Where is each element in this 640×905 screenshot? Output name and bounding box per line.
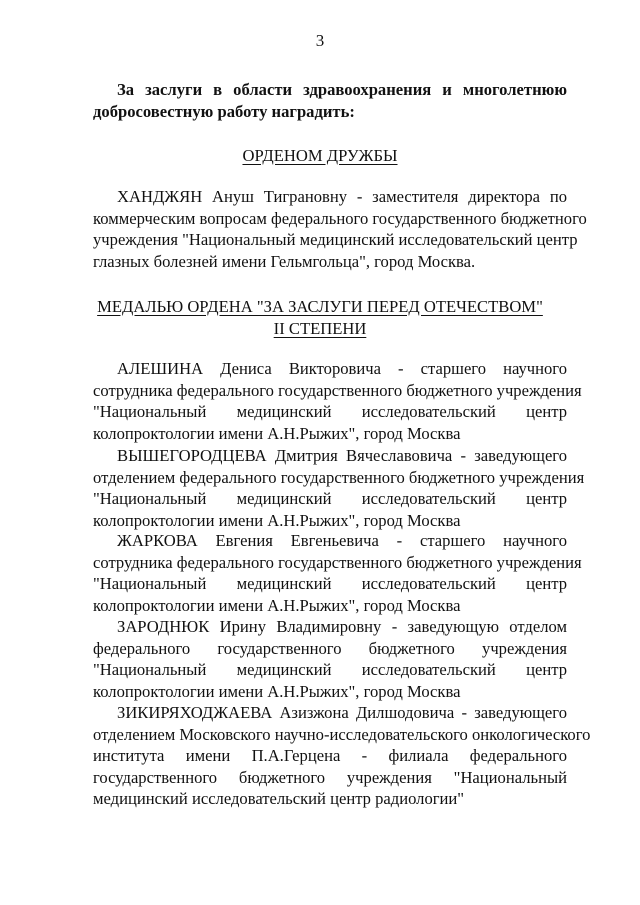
medal-heading-line: II СТЕПЕНИ — [273, 318, 367, 338]
text-line: ЖАРКОВА Евгения Евгеньевича - старшего научного — [117, 531, 567, 550]
text-line: ЗАРОДНЮК Ирину Владимировну - заведующую отделом — [117, 617, 567, 636]
page-number: 3 — [315, 31, 325, 50]
medal-recipient — [93, 445, 585, 531]
order-heading: ОРДЕНОМ ДРУЖБЫ — [242, 146, 398, 165]
text-line: За заслуги в области здравоохранения и многолетнюю — [117, 80, 567, 99]
text-line: колопроктологии имени А.Н.Рыжих", город Москва — [93, 681, 461, 701]
medal-recipient — [93, 616, 567, 702]
intro-paragraph — [93, 79, 567, 122]
medal-heading-line: МЕДАЛЬЮ ОРДЕНА "ЗА ЗАСЛУГИ ПЕРЕД ОТЕЧЕСТВОМ" — [97, 297, 543, 316]
text-line: колопроктологии имени А.Н.Рыжих", город Москва — [93, 510, 461, 530]
text-line: "Национальный медицинский исследовательский центр — [93, 402, 567, 422]
text-line: коммерческим вопросам федерального государственного бюджетного — [93, 208, 587, 228]
medal-recipient — [93, 702, 591, 810]
text-line: медицинский исследовательский центр радиологии" — [93, 789, 465, 809]
text-line: АЛЕШИНА Дениса Викторовича - старшего научного — [117, 359, 567, 378]
text-line: учреждения "Национальный медицинский исследовательский центр — [93, 230, 578, 250]
text-line: "Национальный медицинский исследовательский центр — [93, 660, 567, 680]
text-line: колопроктологии имени А.Н.Рыжих", город Москва — [93, 423, 461, 443]
medal-recipient — [93, 358, 582, 444]
text-line: отделением Московского научно-исследовательского онкологического — [93, 724, 591, 744]
text-line: института имени П.А.Герцена - филиала федерального — [93, 746, 567, 766]
text-line: колопроктологии имени А.Н.Рыжих", город Москва — [93, 595, 461, 615]
text-line: добросовестную работу наградить: — [93, 101, 355, 121]
text-line: ХАНДЖЯН Ануш Тиграновну - заместителя директора по — [117, 187, 567, 206]
medal-heading — [0, 296, 640, 339]
medal-recipient — [93, 530, 582, 616]
text-line: "Национальный медицинский исследовательский центр — [93, 574, 567, 594]
text-line: сотрудника федерального государственного бюджетного учреждения — [93, 380, 582, 400]
order-recipient — [93, 186, 587, 272]
text-line: федерального государственного бюджетного учреждения — [93, 638, 567, 658]
text-line: сотрудника федерального государственного бюджетного учреждения — [93, 552, 582, 572]
text-line: государственного бюджетного учреждения "Национальный — [93, 767, 567, 787]
text-line: "Национальный медицинский исследовательский центр — [93, 489, 567, 509]
text-line: глазных болезней имени Гельмгольца", город Москва. — [93, 251, 476, 271]
text-line: отделением федерального государственного бюджетного учреждения — [93, 467, 585, 487]
text-line: ВЫШЕГОРОДЦЕВА Дмитрия Вячеславовича - заведующего — [117, 446, 567, 465]
text-line: ЗИКИРЯХОДЖАЕВА Азизжона Дилшодовича - заведующего — [117, 703, 567, 722]
